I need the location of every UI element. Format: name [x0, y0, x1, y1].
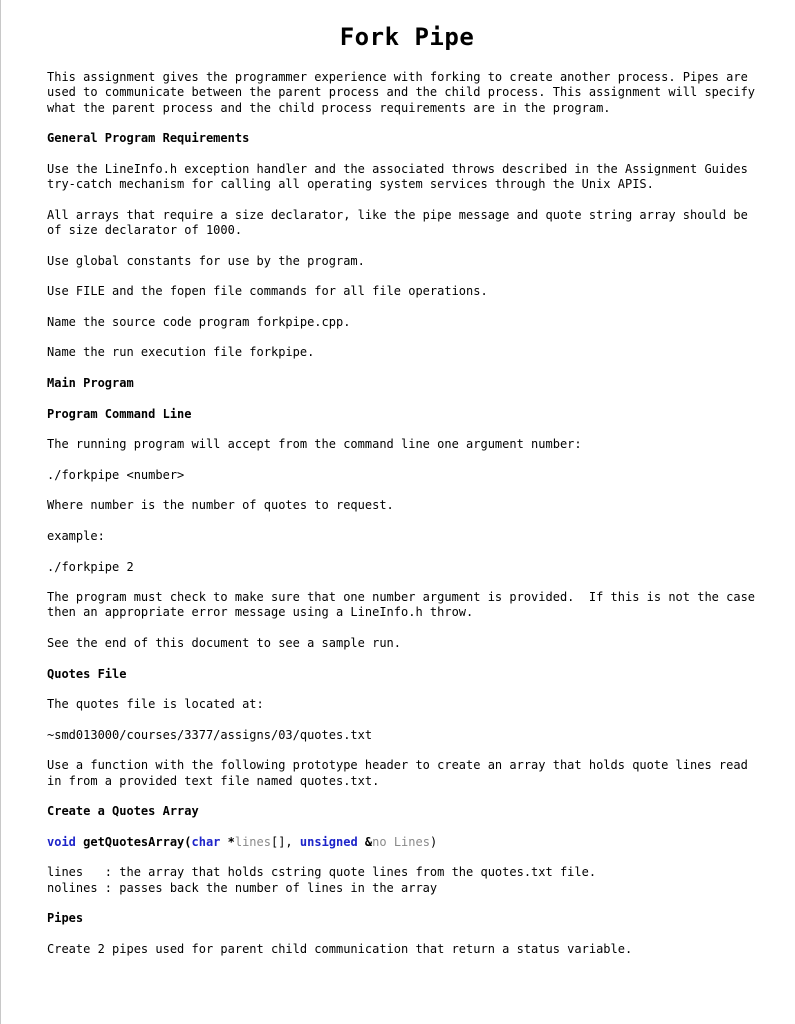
quotes-path: ~smd013000/courses/3377/assigns/03/quotes.txt [47, 727, 373, 742]
command-line-heading: Program Command Line [47, 406, 192, 421]
document-page [47, 20, 767, 973]
function-name: getQuotesArray( [75, 834, 192, 849]
pipes-paragraph: Create 2 pipes used for parent child communication that return a status variable. [47, 941, 633, 956]
file-ops-paragraph: Use FILE and the fopen file commands for all file operations. [47, 284, 488, 299]
close-paren: ) [429, 834, 438, 849]
quotes-location-paragraph: The quotes file is located at: [47, 697, 264, 712]
page-left-border [0, 0, 1, 1024]
main-program-heading: Main Program [47, 375, 134, 390]
source-name-paragraph: Name the source code program forkpipe.cpp. [47, 314, 351, 329]
pipes-heading: Pipes [47, 911, 84, 926]
parameters-description: lines : the array that holds cstring quote lines from the quotes.txt file. nolines : passes back the number of lines in the array [47, 865, 597, 895]
keyword-unsigned: unsigned [299, 834, 358, 849]
argument-check-paragraph: The program must check to make sure that one number argument is provided. If this is not the case then an appropriate error message using a LineInfo.h throw. [47, 590, 756, 620]
exec-name-paragraph: Name the run execution file forkpipe. [47, 345, 315, 360]
param-space [387, 835, 394, 849]
param-lines-2: Lines [393, 834, 430, 849]
lineinfo-paragraph: Use the LineInfo.h exception handler and the associated throws described in the Assignment Guides try-catch mechanism for calling all operating system services through the Unix APIS. [47, 161, 748, 192]
reference-amp: & [357, 834, 373, 849]
command-line-paragraph: The running program will accept from the command line one argument number: [47, 437, 582, 452]
keyword-void: void [47, 834, 76, 849]
function-prototype [47, 835, 767, 850]
keyword-char: char [191, 834, 221, 849]
document-title: Fork Pipe [339, 23, 475, 51]
pointer-star: * [220, 834, 235, 849]
number-description: Where number is the number of quotes to request. [47, 498, 394, 513]
example-command: ./forkpipe 2 [47, 559, 134, 574]
array-size-paragraph: All arrays that require a size declarator, like the pipe message and quote string array should be of size declarator of 1000. [47, 207, 748, 237]
example-label: example: [47, 528, 105, 543]
quotes-function-paragraph: Use a function with the following prototype header to create an array that holds quote lines read in from a provided text file named quotes.txt. [47, 758, 748, 788]
param-lines: lines [234, 834, 271, 849]
usage-line: ./forkpipe <number> [47, 467, 185, 482]
intro-paragraph: This assignment gives the programmer experience with forking to create another process. Pipes are used to communicate between the parent process and the child process. This assignment will specify what the parent process and the child process requirements are in the program. [47, 70, 756, 115]
global-constants-paragraph: Use global constants for use by the program. [47, 253, 365, 268]
sample-run-paragraph: See the end of this document to see a sample run. [47, 635, 402, 650]
param-no: no [372, 834, 387, 849]
quotes-file-heading: Quotes File [47, 666, 127, 681]
create-quotes-heading: Create a Quotes Array [47, 804, 199, 819]
general-requirements-heading: General Program Requirements [47, 131, 250, 146]
array-brackets: [], [270, 834, 300, 849]
